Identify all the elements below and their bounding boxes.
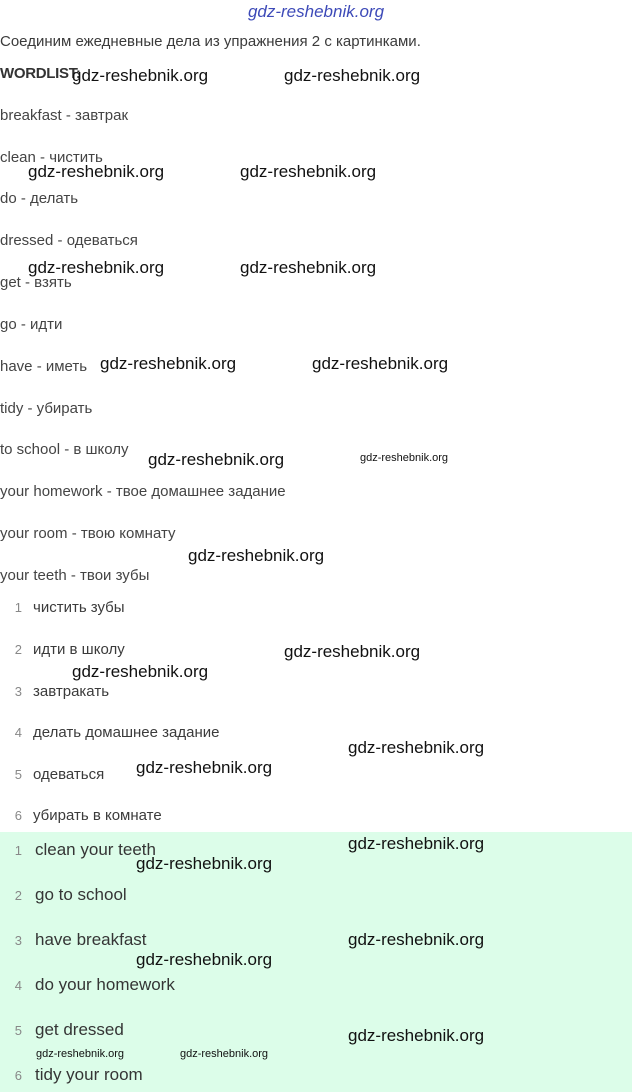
header-watermark: gdz-reshebnik.org: [247, 2, 385, 21]
item-number: 2: [14, 888, 22, 903]
wordlist-item: go - идти: [0, 316, 63, 333]
list-item: [0, 641, 125, 658]
item-number: 5: [14, 1023, 22, 1038]
watermark: gdz-reshebnik.org: [240, 258, 377, 277]
wordlist-item: do - делать: [0, 190, 79, 207]
watermark: gdz-reshebnik.org: [136, 758, 273, 777]
wordlist-item: have - иметь: [0, 358, 88, 375]
list-item: [0, 766, 104, 783]
watermark: gdz-reshebnik.org: [188, 546, 325, 565]
wordlist-item: clean - чистить: [0, 149, 103, 166]
watermark: gdz-reshebnik.org: [28, 258, 165, 277]
item-text: tidy your room: [35, 1065, 143, 1084]
answer-item: [0, 885, 127, 905]
item-text: одеваться: [33, 766, 105, 783]
watermark: gdz-reshebnik.org: [72, 66, 209, 85]
item-number: 5: [14, 767, 22, 782]
watermark: gdz-reshebnik.org: [240, 162, 377, 181]
item-number: 6: [14, 1068, 22, 1083]
answer-item: [0, 975, 175, 995]
answer-item: [0, 930, 147, 950]
item-number: 1: [14, 600, 22, 615]
watermark: gdz-reshebnik.org: [348, 930, 485, 949]
watermark: gdz-reshebnik.org: [348, 834, 485, 853]
watermark: gdz-reshebnik.org: [348, 738, 485, 757]
list-item: [0, 683, 109, 700]
wordlist-item: get - взять: [0, 274, 72, 291]
item-text: идти в школу: [33, 641, 125, 658]
watermark: gdz-reshebnik.org: [348, 1026, 485, 1045]
watermark: gdz-reshebnik.org: [148, 450, 285, 469]
watermark: gdz-reshebnik.org: [284, 642, 421, 661]
item-text: clean your teeth: [35, 840, 156, 859]
list-item: [0, 599, 125, 616]
watermark: gdz-reshebnik.org: [100, 354, 237, 373]
item-number: 4: [14, 725, 22, 740]
wordlist-item: breakfast - завтрак: [0, 107, 129, 124]
item-text: чистить зубы: [33, 599, 125, 616]
item-number: 4: [14, 978, 22, 993]
watermark: gdz-reshebnik.org: [360, 452, 449, 464]
item-text: завтракать: [33, 683, 110, 700]
wordlist-item: your room - твою комнату: [0, 525, 176, 542]
intro-text: Соединим ежедневные дела из упражнения 2 с картинками.: [0, 33, 421, 50]
answer-item: [0, 1020, 124, 1040]
item-number: 3: [14, 684, 22, 699]
list-item: [0, 724, 219, 741]
watermark: gdz-reshebnik.org: [284, 66, 421, 85]
wordlist-item: your homework - твое домашнее задание: [0, 483, 286, 500]
item-text: go to school: [35, 885, 127, 904]
watermark: gdz-reshebnik.org: [72, 662, 209, 681]
watermark: gdz-reshebnik.org: [312, 354, 449, 373]
wordlist-item: dressed - одеваться: [0, 232, 138, 249]
item-text: убирать в комнате: [33, 807, 162, 824]
item-text: do your homework: [35, 975, 175, 994]
answer-item: [0, 1065, 143, 1085]
item-text: делать домашнее задание: [33, 724, 220, 741]
item-number: 2: [14, 642, 22, 657]
item-number: 3: [14, 933, 22, 948]
answer-item: [0, 840, 156, 860]
item-number: 1: [14, 843, 22, 858]
watermark: gdz-reshebnik.org: [28, 162, 165, 181]
wordlist-label: WORDLIST:: [0, 65, 81, 82]
list-item: [0, 807, 162, 824]
item-number: 6: [14, 808, 22, 823]
item-text: have breakfast: [35, 930, 147, 949]
watermark: gdz-reshebnik.org: [180, 1048, 269, 1060]
watermark: gdz-reshebnik.org: [36, 1048, 125, 1060]
wordlist-item: to school - в школу: [0, 441, 129, 458]
wordlist-item: tidy - убирать: [0, 400, 93, 417]
watermark: gdz-reshebnik.org: [136, 950, 273, 969]
item-text: get dressed: [35, 1020, 124, 1039]
watermark: gdz-reshebnik.org: [136, 854, 273, 873]
wordlist-item: your teeth - твои зубы: [0, 567, 150, 584]
